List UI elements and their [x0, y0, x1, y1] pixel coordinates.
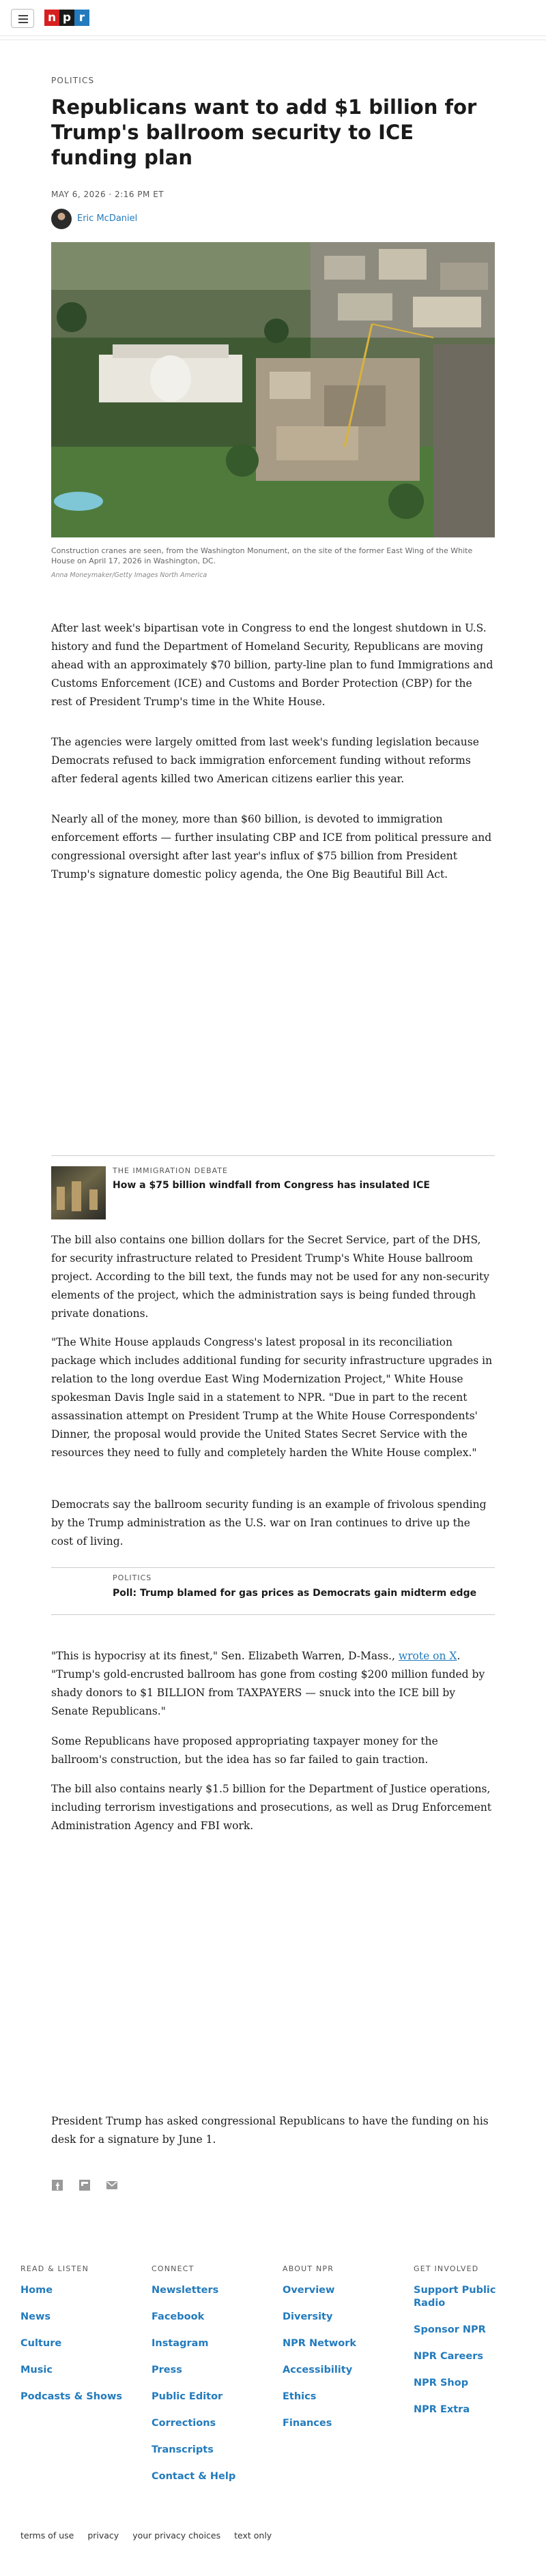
footer-link[interactable]: NPR Shop [414, 2378, 469, 2388]
footer-link[interactable]: Accessibility [283, 2365, 353, 2375]
footer-link[interactable]: Sponsor NPR [414, 2324, 486, 2335]
body-paragraph: Democrats say the ballroom security funding is an example of frivolous spending by the Trump administration as the U.S. war on Iran continues to drive up the cost of living. [51, 1498, 487, 1548]
footer-link[interactable]: Corrections [152, 2418, 216, 2429]
hamburger-line [18, 22, 28, 23]
section-label[interactable]: POLITICS [51, 76, 95, 85]
footer-link[interactable]: Facebook [152, 2311, 205, 2322]
hamburger-line [18, 18, 28, 20]
logo-letter-p: p [59, 10, 74, 26]
lead-photo [51, 242, 495, 537]
site-header [0, 0, 546, 34]
footer-link[interactable]: NPR Careers [414, 2351, 484, 2362]
dateline: MAY 6, 2026 · 2:16 PM ET [51, 190, 164, 199]
footer-link[interactable]: Support Public Radio [414, 2285, 496, 2309]
footer-link[interactable]: Transcripts [152, 2444, 214, 2455]
footer-link[interactable]: Newsletters [152, 2285, 219, 2296]
logo-letter-r: r [74, 10, 89, 26]
body-paragraph: The bill also contains one billion dollars for the Secret Service, part of the DHS, for security infrastructure related to President Trump's White House ballroom project. According to the bill text, the funds may not be used for any non-security elements of the project, which the administration says is being funded through private donations. [51, 1234, 490, 1320]
wrote-on-x-link[interactable]: wrote on X [398, 1650, 457, 1662]
footer-column-about [283, 2264, 412, 2444]
footer-link[interactable]: Home [20, 2285, 53, 2296]
privacy-link[interactable]: privacy [87, 2530, 119, 2541]
site-footer [0, 2264, 546, 2576]
privacy-choices-link[interactable]: your privacy choices [132, 2530, 221, 2541]
author-link[interactable]: Eric McDaniel [77, 213, 138, 224]
header-divider [0, 35, 546, 40]
hamburger-icon [18, 15, 28, 16]
footer-link[interactable]: Instagram [152, 2338, 209, 2349]
body-paragraph-warren-quote [51, 1647, 495, 1721]
byline [51, 209, 495, 231]
footer-legal-links [20, 2530, 272, 2541]
footer-link[interactable]: Press [152, 2365, 182, 2375]
photo-caption: Construction cranes are seen, from the Washington Monument, on the site of the former East Wing of the White House on April 17, 2026 in Washington, DC. [51, 546, 473, 565]
footer-link[interactable]: NPR Network [283, 2338, 357, 2349]
flipboard-icon[interactable] [78, 2179, 91, 2191]
body-paragraph: After last week's bipartisan vote in Congress to end the longest shutdown in U.S. history and fund the Department of Homeland Security, Republicans are moving ahead with an approximately $70 billion, party-line plan to fund Immigrations and Customs Enforcement (ICE) and Customs and Border Protection (CBP) for the rest of President Trump's time in the White House. [51, 622, 493, 708]
footer-link[interactable]: News [20, 2311, 51, 2322]
related-story-thumbnail[interactable] [51, 1166, 106, 1219]
related-story-title[interactable]: How a $75 billion windfall from Congress has insulated ICE [113, 1180, 430, 1191]
body-paragraph: Some Republicans have proposed appropriating taxpayer money for the ballroom's construction, but the idea has so far failed to gain traction. [51, 1735, 438, 1766]
footer-link[interactable]: Public Editor [152, 2391, 223, 2402]
footer-heading: CONNECT [152, 2264, 195, 2273]
footer-link[interactable]: Ethics [283, 2391, 317, 2402]
headline: Republicans want to add $1 billion for Trump's ballroom security to ICE funding plan [51, 95, 477, 169]
menu-button[interactable] [11, 9, 34, 28]
footer-link[interactable]: Overview [283, 2285, 335, 2296]
facebook-icon[interactable] [51, 2179, 63, 2191]
warren-quote-end: . "Trump's gold-encrusted ballroom has gone from costing $200 million funded by shady donors to $1 BILLION from TAXPAYERS — snuck into the ICE bill by Senate Republicans." [51, 1650, 485, 1717]
warren-quote-start: "This is hypocrisy at its finest," Sen. Elizabeth Warren, D-Mass., [51, 1650, 399, 1662]
footer-link[interactable]: Diversity [283, 2311, 333, 2322]
footer-link[interactable]: Music [20, 2365, 53, 2375]
related-story-kicker: THE IMMIGRATION DEBATE [113, 1166, 228, 1175]
body-paragraph: The agencies were largely omitted from last week's funding legislation because Democrats refused to back immigration enforcement funding without reforms after federal agents killed two American citizens earlier this year. [51, 736, 479, 785]
logo-letter-n: n [44, 10, 59, 26]
text-only-link[interactable]: text only [234, 2530, 272, 2541]
related-story-title[interactable]: Poll: Trump blamed for gas prices as Democrats gain midterm edge [113, 1588, 477, 1599]
lead-photo-illustration [51, 242, 495, 537]
body-paragraph: Nearly all of the money, more than $60 billion, is devoted to immigration enforcement efforts — further insulating CBP and ICE from political pressure and congressional oversight after last year's influx of $75 billion from President Trump's signature domestic policy agenda, the One Big Beautiful Bill Act. [51, 813, 492, 880]
footer-column-read-listen [20, 2264, 150, 2417]
share-tools [51, 2179, 495, 2195]
body-paragraph-closing: President Trump has asked congressional Republicans to have the funding on his desk for a signature by June 1. [51, 2115, 489, 2146]
npr-logo[interactable] [44, 10, 89, 26]
footer-heading: ABOUT NPR [283, 2264, 334, 2273]
footer-link[interactable]: Culture [20, 2338, 62, 2349]
footer-heading: GET INVOLVED [414, 2264, 479, 2273]
footer-heading: READ & LISTEN [20, 2264, 89, 2273]
footer-column-connect [152, 2264, 281, 2497]
email-icon[interactable] [106, 2179, 118, 2191]
related-story-card[interactable] [51, 1155, 495, 1211]
footer-column-get-involved [414, 2264, 530, 2430]
related-story-card[interactable] [51, 1567, 495, 1615]
body-paragraph: The bill also contains nearly $1.5 billion for the Department of Justice operations, including terrorism investigations and prosecutions, as well as Drug Enforcement Administration Agency and FBI work. [51, 1783, 492, 1832]
photo-credit: Anna Moneymaker/Getty Images North America [51, 572, 207, 579]
related-story-kicker: POLITICS [113, 1573, 152, 1582]
footer-link[interactable]: Contact & Help [152, 2471, 236, 2482]
footer-link[interactable]: Podcasts & Shows [20, 2391, 123, 2402]
body-paragraph: "The White House applauds Congress's latest proposal in its reconciliation package which includes additional funding for security infrastructure upgrades in relation to the long overdue East Wing Modernization Project," White House spokesman Davis Ingle said in a statement to NPR. "Due in part to the recent assassination attempt on President Trump at the White House Correspondents' Dinner, the proposal would provide the United States Secret Service with the resources they need to fully and completely harden the White House complex." [51, 1336, 493, 1459]
footer-link[interactable]: NPR Extra [414, 2404, 470, 2415]
author-avatar [51, 209, 72, 229]
footer-link[interactable]: Finances [283, 2418, 332, 2429]
terms-link[interactable]: terms of use [20, 2530, 74, 2541]
